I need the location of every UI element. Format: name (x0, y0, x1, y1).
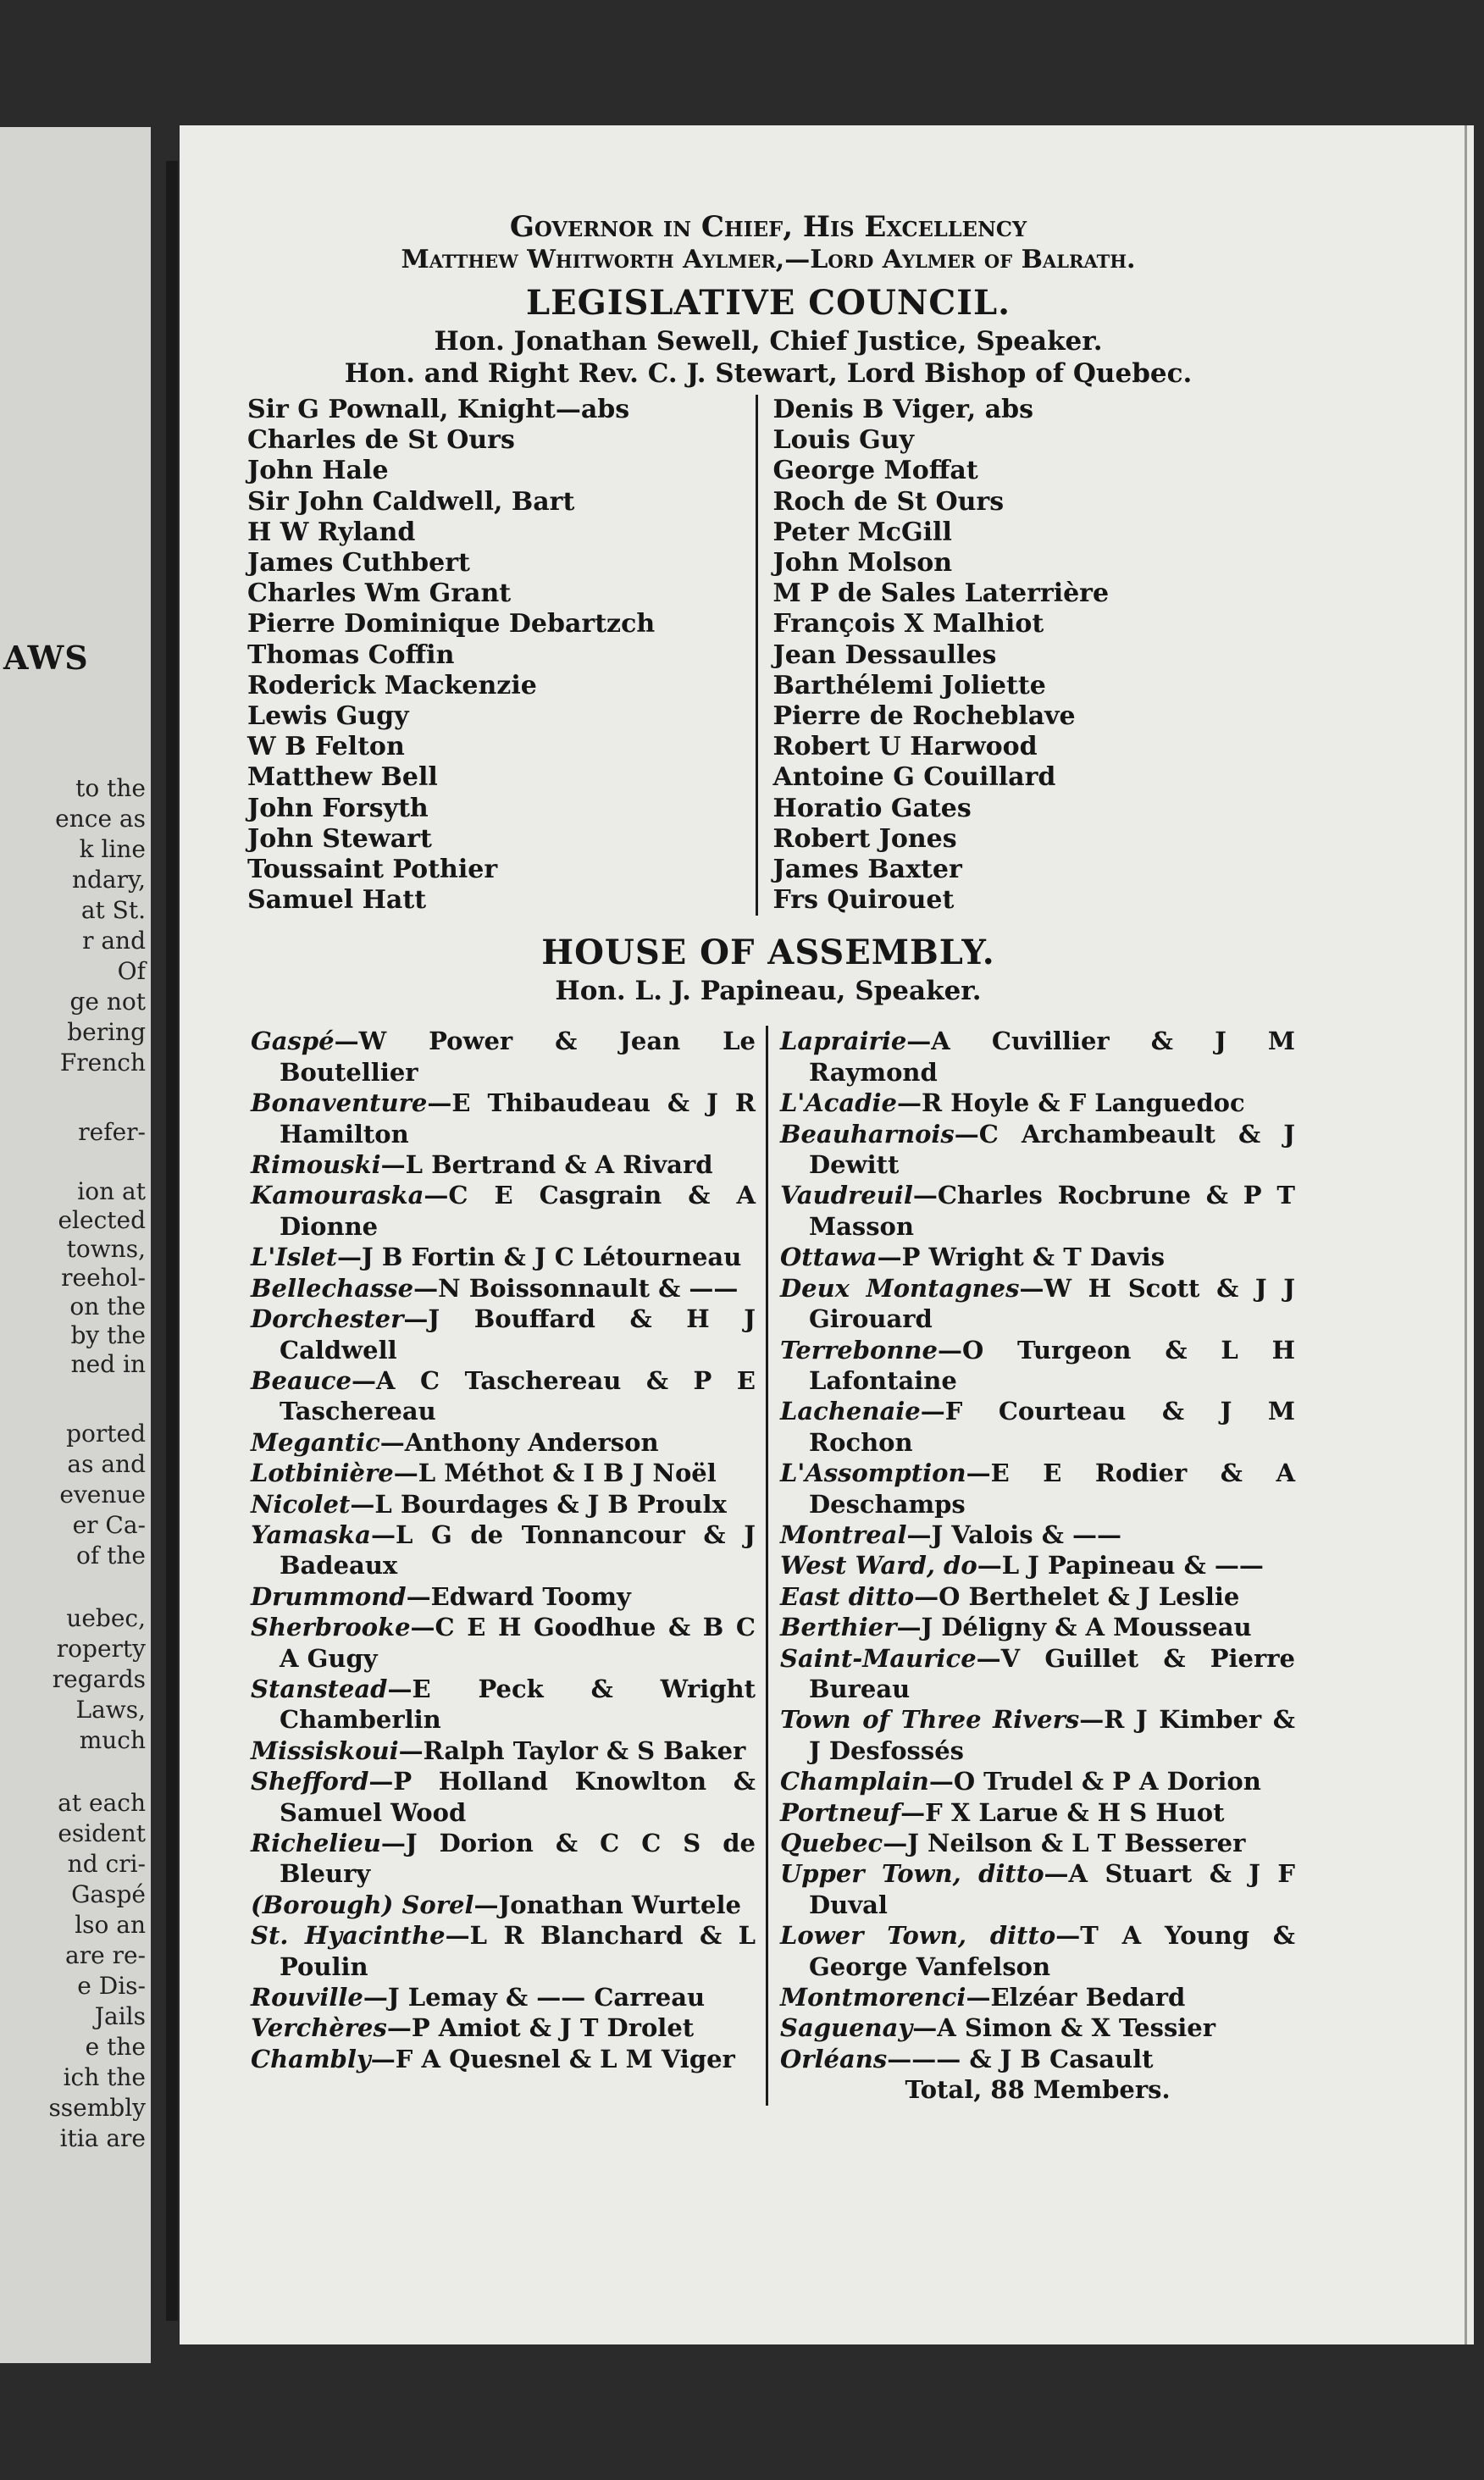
assembly-entry: Orléans——— & J B Casault (780, 2044, 1154, 2073)
county-members: —— & J B Casault (911, 2044, 1154, 2073)
facing-page-fragment: at St. (80, 896, 146, 924)
assembly-entry: Stanstead—E Peck & Wright Chamberlin (251, 1674, 756, 1735)
facing-page-fragment: elected (58, 1206, 146, 1234)
council-member: John Molson (772, 548, 953, 578)
county-members: L Bertrand & A Rivard (405, 1150, 713, 1180)
council-member: Charles Wm Grant (247, 578, 512, 609)
county-name: Drummond (251, 1581, 407, 1611)
facing-page-fragment: French (59, 1049, 146, 1077)
county-members: J Bouffard & H J Caldwell (280, 1304, 756, 1365)
facing-page-fragment: ich the (63, 2063, 146, 2091)
assembly-entry: Shefford—P Holland Knowlton & Samuel Wood (251, 1767, 756, 1827)
facing-page-fragment: regards (52, 1665, 146, 1693)
county-members: Anthony Anderson (404, 1427, 659, 1457)
county-members: O Berthelet & J Leslie (939, 1581, 1240, 1611)
county-name: Kamouraska (251, 1181, 424, 1210)
county-members: C Archambeault & J Dewitt (809, 1119, 1295, 1180)
facing-page-fragment: towns, (66, 1235, 146, 1263)
county-name: Laprairie (780, 1027, 907, 1056)
county-name: Beauce (251, 1365, 352, 1395)
council-member: Roch de St Ours (772, 486, 1005, 517)
county-name: East ditto (780, 1581, 915, 1611)
county-name: Vaudreuil (780, 1181, 913, 1210)
assembly-entry: Chambly—F A Quesnel & L M Viger (251, 2044, 735, 2073)
county-members: N Boissonnault & —— (438, 1273, 739, 1303)
assembly-entry: L'Islet—J B Fortin & J C Létourneau (251, 1243, 742, 1272)
council-member: Toussaint Pothier (247, 855, 498, 885)
facing-page-fragment: reehol- (61, 1264, 146, 1292)
county-members: T A Young & George Vanfelson (809, 1921, 1295, 1981)
page-edge-rule (1465, 125, 1467, 2344)
facing-page-fragment: refer- (78, 1118, 146, 1146)
county-members: L Méthot & I B J Noël (418, 1459, 717, 1488)
council-member: Matthew Bell (247, 762, 438, 793)
assembly-entry: Lotbinière—L Méthot & I B J Noël (251, 1459, 717, 1488)
county-members: Elzéar Bedard (990, 1983, 1186, 2012)
council-bishop: Hon. and Right Rev. C. J. Stewart, Lord Bishop of Quebec. (344, 358, 1193, 389)
facing-page-fragment: er Ca- (72, 1511, 146, 1539)
council-member: Pierre Dominique Debartzch (247, 609, 656, 639)
county-members: E Peck & Wright Chamberlin (280, 1674, 756, 1735)
county-members: J B Fortin & J C Létourneau (362, 1243, 742, 1272)
assembly-entry: Rimouski—L Bertrand & A Rivard (251, 1150, 713, 1180)
council-member: W B Felton (247, 732, 405, 762)
assembly-entry: Bonaventure—E Thibaudeau & J R Hamilton (251, 1088, 756, 1149)
assembly-title: HOUSE OF ASSEMBLY. (541, 933, 995, 973)
assembly-entry: Beauce—A C Taschereau & P E Taschereau (251, 1365, 756, 1426)
assembly-entry: Champlain—O Trudel & P A Dorion (780, 1767, 1261, 1796)
page-content (239, 210, 1298, 2106)
county-members: A Simon & X Tessier (937, 2013, 1216, 2043)
county-name: Montmorenci (780, 1983, 966, 2012)
council-member: Pierre de Rocheblave (772, 701, 1076, 732)
county-name: Dorchester (251, 1304, 404, 1334)
county-name: Yamaska (251, 1520, 371, 1549)
county-name: L'Islet (251, 1243, 338, 1272)
county-name: Shefford (251, 1767, 369, 1796)
facing-page-fragment: ion at (77, 1177, 146, 1205)
council-member: Roderick Mackenzie (247, 670, 537, 700)
county-members: R Hoyle & F Languedoc (921, 1088, 1245, 1118)
county-members: P Amiot & J T Drolet (411, 2013, 695, 2043)
assembly-right-column (768, 1026, 1295, 2105)
council-member: James Cuthbert (247, 548, 470, 578)
assembly-entry: Vaudreuil—Charles Rocbrune & P T Masson (780, 1181, 1295, 1241)
council-right-column (758, 395, 1298, 916)
assembly-entry: Terrebonne—O Turgeon & L H Lafontaine (780, 1335, 1295, 1395)
facing-page-fragment: ned in (70, 1350, 146, 1378)
council-title: LEGISLATIVE COUNCIL. (526, 283, 1011, 323)
council-member: M P de Sales Laterrière (772, 578, 1110, 609)
facing-page-fragment: itia are (59, 2124, 146, 2152)
county-name: Rouville (251, 1983, 363, 2012)
county-name: Saguenay (780, 2013, 913, 2043)
county-name: Town of Three Rivers (780, 1705, 1080, 1735)
county-members: Charles Rocbrune & P T Masson (809, 1181, 1295, 1241)
assembly-entry: Gaspé—W Power & Jean Le Boutellier (251, 1027, 756, 1087)
county-members: J Dorion & C C S de Bleury (280, 1829, 756, 1889)
assembly-entry: Nicolet—L Bourdages & J B Proulx (251, 1489, 727, 1519)
assembly-entry: L'Acadie—R Hoyle & F Languedoc (780, 1088, 1245, 1118)
assembly-entry: L'Assomption—E E Rodier & A Deschamps (780, 1459, 1295, 1519)
county-name: Gaspé (251, 1027, 335, 1056)
assembly-entry: West Ward, do—L J Papineau & —— (780, 1551, 1264, 1580)
assembly-members (239, 1026, 1298, 2105)
council-member: Thomas Coffin (247, 639, 455, 670)
council-member: Jean Dessaulles (772, 639, 997, 670)
assembly-entry: Deux Montagnes—W H Scott & J J Girouard (780, 1273, 1295, 1334)
assembly-entry: Kamouraska—C E Casgrain & A Dionne (251, 1181, 756, 1241)
facing-page-fragment: at each (58, 1789, 146, 1817)
county-name: Lotbinière (251, 1459, 394, 1488)
facing-page-fragment: of the (76, 1542, 146, 1569)
assembly-entry: Verchères—P Amiot & J T Drolet (251, 2013, 695, 2043)
county-name: Beauharnois (780, 1119, 955, 1149)
council-member: Louis Guy (772, 425, 915, 456)
county-name: St. Hyacinthe (251, 1921, 446, 1951)
assembly-entry: Megantic—Anthony Anderson (251, 1427, 659, 1457)
council-speaker: Hon. Jonathan Sewell, Chief Justice, Speaker. (434, 326, 1103, 357)
county-name: Lower Town, ditto (780, 1921, 1056, 1951)
facing-page-fragment: ported (66, 1420, 146, 1448)
county-members: Jonathan Wurtele (498, 1890, 741, 1919)
assembly-speaker: Hon. L. J. Papineau, Speaker. (555, 976, 982, 1007)
assembly-entry: Lachenaie—F Courteau & J M Rochon (780, 1397, 1295, 1457)
facing-page-fragment: lso an (75, 1911, 146, 1939)
facing-page-fragment: ssembly (48, 2094, 146, 2122)
facing-page-fragment: much (79, 1726, 146, 1754)
county-members: J Neilson & L T Besserer (907, 1829, 1246, 1858)
assembly-entry: East ditto—O Berthelet & J Leslie (780, 1581, 1240, 1611)
facing-page-fragment: ence as (55, 805, 146, 833)
county-members: L G de Tonnancour & J Badeaux (280, 1520, 756, 1580)
county-name: Megantic (251, 1427, 380, 1457)
council-member: Horatio Gates (772, 793, 972, 823)
county-members: E Thibaudeau & J R Hamilton (280, 1088, 756, 1149)
facing-page-fragment: as and (67, 1450, 146, 1478)
facing-page-fragment: evenue (59, 1481, 146, 1508)
facing-page-fragment: esident (58, 1819, 146, 1847)
county-members: A C Taschereau & P E Taschereau (280, 1365, 756, 1426)
council-member: Peter McGill (772, 517, 952, 547)
assembly-entry: Yamaska—L G de Tonnancour & J Badeaux (251, 1520, 756, 1580)
county-name: Missiskoui (251, 1735, 399, 1765)
county-members: R J Kimber & J Desfossés (809, 1705, 1295, 1765)
county-name: Bonaventure (251, 1088, 428, 1118)
assembly-entry: Portneuf—F X Larue & H S Huot (780, 1797, 1225, 1827)
county-members: F Courteau & J M Rochon (809, 1397, 1295, 1457)
county-name: Richelieu (251, 1829, 381, 1858)
assembly-entry: Dorchester—J Bouffard & H J Caldwell (251, 1304, 756, 1365)
assembly-entry: Berthier—J Déligny & A Mousseau (780, 1613, 1252, 1642)
almanac-page (180, 125, 1474, 2344)
council-member: Barthélemi Joliette (772, 670, 1046, 700)
facing-page-fragment: Of (117, 957, 146, 985)
assembly-entry: Beauharnois—C Archambeault & J Dewitt (780, 1119, 1295, 1180)
county-name: Saint-Maurice (780, 1643, 977, 1673)
assembly-entry: Lower Town, ditto—T A Young & George Vanfelson (780, 1921, 1295, 1981)
county-name: Montreal (780, 1520, 907, 1549)
facing-page-fragment: are re- (65, 1941, 146, 1969)
county-members: L Bourdages & J B Proulx (374, 1489, 727, 1519)
governor-name: Matthew Whitworth Aylmer,—Lord Aylmer of Balrath. (401, 245, 1136, 274)
facing-page-fragment: bering (67, 1018, 146, 1046)
assembly-entry: Upper Town, ditto—A Stuart & J F Duval (780, 1859, 1296, 1919)
assembly-entry: Saguenay—A Simon & X Tessier (780, 2013, 1216, 2043)
assembly-left-column (239, 1026, 766, 2105)
facing-page-fragment: ge not (69, 988, 146, 1016)
county-name: L'Assomption (780, 1459, 966, 1488)
county-name: Bellechasse (251, 1273, 414, 1303)
county-members: Ralph Taylor & S Baker (423, 1735, 746, 1765)
assembly-entry: Rouville—J Lemay & —— Carreau (251, 1983, 706, 2012)
assembly-entry: Saint-Maurice—V Guillet & Pierre Bureau (780, 1643, 1295, 1703)
county-members: O Turgeon & L H Lafontaine (809, 1335, 1295, 1395)
county-members: J Valois & —— (931, 1520, 1121, 1549)
county-members: F A Quesnel & L M Viger (395, 2044, 735, 2073)
assembly-entry: Quebec—J Neilson & L T Besserer (780, 1829, 1246, 1858)
council-member: James Baxter (772, 855, 962, 885)
council-member: Lewis Gugy (247, 701, 409, 732)
assembly-entry: Bellechasse—N Boissonnault & —— (251, 1273, 739, 1303)
council-member: Samuel Hatt (247, 885, 427, 916)
county-name: (Borough) Sorel (251, 1890, 474, 1919)
facing-page-fragment: ndary, (71, 866, 146, 894)
facing-page-fragment: Jails (94, 2002, 146, 2030)
council-member: John Forsyth (247, 793, 429, 823)
assembly-total: Total, 88 Members. (905, 2075, 1171, 2105)
assembly-entry: St. Hyacinthe—L R Blanchard & L Poulin (251, 1921, 756, 1981)
council-member: Charles de St Ours (247, 425, 515, 456)
facing-page-fragment: roperty (56, 1635, 146, 1663)
county-name: Verchères (251, 2013, 387, 2043)
county-name: Upper Town, ditto (780, 1859, 1044, 1889)
county-members: L R Blanchard & L Poulin (280, 1921, 756, 1981)
county-name: Lachenaie (780, 1397, 921, 1426)
council-member: Sir G Pownall, Knight—abs (247, 395, 630, 424)
county-members: A Cuvillier & J M Raymond (809, 1027, 1295, 1087)
county-members: J Lemay & —— Carreau (387, 1983, 706, 2012)
county-members: O Trudel & P A Dorion (953, 1767, 1261, 1796)
council-member: Frs Quirouet (772, 885, 955, 916)
assembly-entry: Missiskoui—Ralph Taylor & S Baker (251, 1735, 746, 1765)
council-members (239, 395, 1298, 916)
assembly-entry: Montreal—J Valois & —— (780, 1520, 1121, 1549)
facing-page-fragment: on the (69, 1293, 146, 1320)
assembly-entry: Montmorenci—Elzéar Bedard (780, 1983, 1186, 2012)
council-member: François X Malhiot (772, 609, 1044, 639)
county-name: Orléans (780, 2044, 888, 2073)
county-members: W Power & Jean Le Boutellier (280, 1027, 756, 1087)
county-name: West Ward, do (780, 1551, 977, 1580)
assembly-entry: Sherbrooke—C E H Goodhue & B C A Gugy (251, 1613, 756, 1673)
council-member: Robert U Harwood (772, 732, 1038, 762)
county-members: L J Papineau & —— (1001, 1551, 1264, 1580)
county-name: Stanstead (251, 1674, 388, 1703)
council-member: John Stewart (247, 823, 432, 854)
county-name: Berthier (780, 1613, 897, 1642)
county-members: P Holland Knowlton & Samuel Wood (280, 1767, 756, 1827)
county-members: W H Scott & J J Girouard (809, 1273, 1295, 1334)
county-name: L'Acadie (780, 1088, 897, 1118)
county-name: Champlain (780, 1767, 929, 1796)
county-name: Sherbrooke (251, 1613, 411, 1642)
facing-page-fragment: e Dis- (77, 1972, 146, 2000)
council-member: Antoine G Couillard (772, 762, 1056, 793)
council-member: Robert Jones (772, 823, 957, 854)
assembly-entry: Laprairie—A Cuvillier & J M Raymond (780, 1027, 1295, 1087)
facing-page-fragment: k line (79, 835, 146, 863)
county-members: E E Rodier & A Deschamps (809, 1459, 1295, 1519)
county-name: Nicolet (251, 1489, 351, 1519)
council-member: Sir John Caldwell, Bart (247, 486, 575, 517)
facing-page-fragment: r and (82, 927, 146, 955)
council-member: George Moffat (772, 456, 978, 486)
facing-page-fragment: Laws, (75, 1696, 146, 1724)
county-name: Deux Montagnes (780, 1273, 1020, 1303)
gutter-rule (166, 161, 178, 2321)
facing-page-fragment: by the (70, 1321, 146, 1349)
council-member: Denis B Viger, abs (772, 395, 1033, 424)
facing-page-fragment: Gaspé (71, 1880, 146, 1908)
county-name: Chambly (251, 2044, 371, 2073)
county-name: Ottawa (780, 1243, 878, 1272)
facing-page-fragment: e the (85, 2033, 146, 2061)
county-members: P Wright & T Davis (901, 1243, 1166, 1272)
county-members: F X Larue & H S Huot (925, 1797, 1225, 1827)
facing-page (0, 127, 151, 2363)
county-name: Portneuf (780, 1797, 901, 1827)
county-members: C E H Goodhue & B C A Gugy (280, 1613, 756, 1673)
governor-title: Governor in Chief, His Excellency (509, 210, 1027, 244)
assembly-entry: Richelieu—J Dorion & C C S de Bleury (251, 1829, 756, 1889)
council-member: John Hale (247, 456, 389, 486)
county-name: Terrebonne (780, 1335, 938, 1365)
county-name: Quebec (780, 1829, 883, 1858)
assembly-entry: Drummond—Edward Toomy (251, 1581, 631, 1611)
facing-page-fragment: uebec, (66, 1604, 146, 1632)
assembly-entry: Ottawa—P Wright & T Davis (780, 1243, 1166, 1272)
county-members: J Déligny & A Mousseau (921, 1613, 1252, 1642)
county-members: V Guillet & Pierre Bureau (809, 1643, 1295, 1703)
county-name: Rimouski (251, 1150, 381, 1180)
facing-page-fragment: to the (75, 774, 146, 802)
assembly-entry: Town of Three Rivers—R J Kimber & J Desfossés (780, 1705, 1295, 1765)
council-left-column (239, 395, 756, 916)
county-members: Edward Toomy (430, 1581, 631, 1611)
county-members: A Stuart & J F Duval (809, 1859, 1296, 1919)
assembly-entry: (Borough) Sorel—Jonathan Wurtele (251, 1890, 741, 1919)
facing-page-heading: AWS (3, 639, 89, 677)
council-member: H W Ryland (247, 517, 416, 547)
county-members: C E Casgrain & A Dionne (280, 1181, 756, 1241)
facing-page-fragment: nd cri- (67, 1850, 146, 1878)
